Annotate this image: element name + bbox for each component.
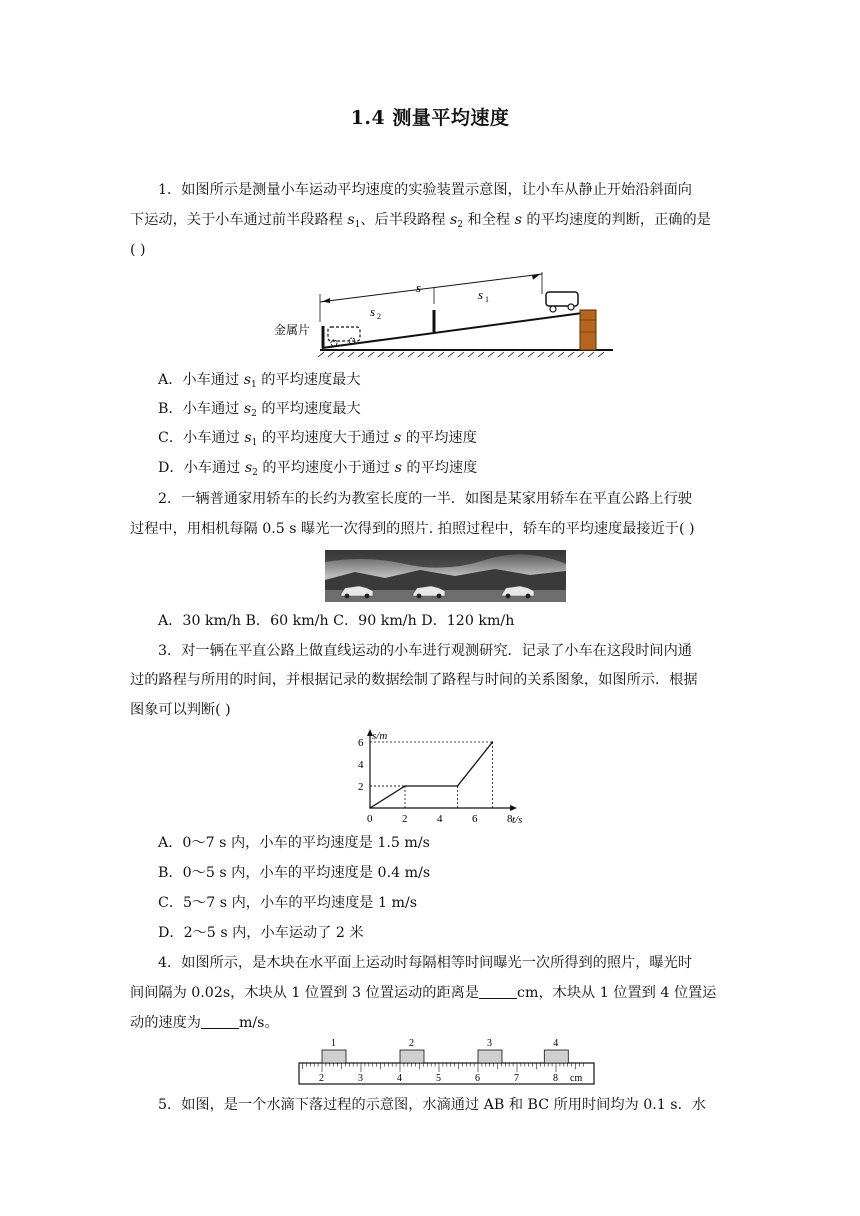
wood-block xyxy=(544,1050,568,1063)
q3-option-c: C．5～7 s 内，小车的平均速度是 1 m/s xyxy=(158,895,418,911)
page-title: 1.4 测量平均速度 xyxy=(350,107,510,129)
q5-line-1: 5．如图，是一个水滴下落过程的示意图，水滴通过 AB 和 BC 所用时间均为 0.1 s．水 xyxy=(158,1097,706,1113)
ruler-label: 4 xyxy=(397,1073,402,1084)
ruler-label: 3 xyxy=(358,1073,363,1084)
ruler-label: 8 xyxy=(553,1073,558,1084)
label-s1-sub: 1 xyxy=(485,295,489,304)
block-label: 1 xyxy=(331,1038,336,1049)
data-point xyxy=(369,807,371,809)
x-tick-label: 4 xyxy=(437,813,443,825)
q1-option-d: D．小车通过 $s_2$ 的平均速度小于通过 s 的平均速度 xyxy=(158,460,478,478)
x-tick-label: 6 xyxy=(472,813,478,825)
q4-line-1: 4．如图所示，是木块在水平面上运动时每隔相等时间曝光一次所得到的照片，曝光时 xyxy=(158,955,692,971)
ruler-label: 7 xyxy=(514,1073,519,1084)
distance-time-chart xyxy=(352,728,532,828)
ruler-figure xyxy=(298,1036,596,1086)
label-s: s xyxy=(416,280,422,295)
q1-option-c: C．小车通过 $s_1$ 的平均速度大于通过 s 的平均速度 xyxy=(158,430,477,448)
x-tick-label: 2 xyxy=(402,813,408,825)
q3-line-3: 图象可以判断( ) xyxy=(130,702,231,718)
data-point xyxy=(457,785,459,787)
car-photo xyxy=(325,550,566,602)
answer-blank-1[interactable] xyxy=(479,984,517,999)
block-label: 3 xyxy=(487,1038,492,1049)
label-s1: s xyxy=(478,287,484,302)
label-s2-sub: 2 xyxy=(377,312,381,321)
q1-line-2: 下运动，关于小车通过前半段路程 $s_1$、后半段路程 $s_2$ 和全程 s 的平均速度的判断，正确的是 xyxy=(130,212,711,230)
wood-block xyxy=(322,1050,346,1063)
y-axis-label: s/m xyxy=(372,730,388,742)
wood-block xyxy=(478,1050,502,1063)
wood-block xyxy=(400,1050,424,1063)
q2-line-2: 过程中，用相机每隔 0.5 s 曝光一次得到的照片. 拍照过程中，轿车的平均速度最接近于( ) xyxy=(130,521,695,537)
answer-blank-2[interactable] xyxy=(201,1014,239,1029)
label-s2: s xyxy=(370,304,376,319)
q3-option-d: D．2～5 s 内，小车运动了 2 米 xyxy=(158,925,364,941)
q1-line-1: 1．如图所示是测量小车运动平均速度的实验装置示意图，让小车从静止开始沿斜面向 xyxy=(158,182,692,198)
block-label: 2 xyxy=(409,1038,414,1049)
data-point xyxy=(404,785,406,787)
q2-options: A．30 km/h B．60 km/h C．90 km/h D．120 km/h xyxy=(158,613,515,629)
q1-option-a: A．小车通过 $s_1$ 的平均速度最大 xyxy=(158,372,361,390)
q2-line-1: 2．一辆普通家用轿车的长约为教室长度的一半．如图是某家用轿车在平直公路上行驶 xyxy=(158,491,692,507)
q4-line-2: 间间隔为 0.02s，木块从 1 位置到 3 位置运动的距离是 cm，木块从 1 位置到 4 位置运 xyxy=(130,985,717,1001)
x-tick-label: 8 xyxy=(507,813,513,825)
data-point xyxy=(492,741,494,743)
ruler-label: 5 xyxy=(436,1073,441,1084)
q4-line-3: 动的速度为 m/s。 xyxy=(130,1015,279,1031)
q1-option-b: B．小车通过 $s_2$ 的平均速度最大 xyxy=(158,401,361,419)
label-metal: 金属片 xyxy=(274,323,311,337)
q3-line-1: 3．对一辆在平直公路上做直线运动的小车进行观测研究．记录了小车在这段时间内通 xyxy=(158,643,692,659)
incline-figure xyxy=(270,272,620,357)
y-tick-label: 6 xyxy=(358,737,364,749)
ruler-label: 6 xyxy=(475,1073,480,1084)
block-label: 4 xyxy=(553,1038,559,1049)
q3-option-b: B．0～5 s 内，小车的平均速度是 0.4 m/s xyxy=(158,865,431,881)
y-tick-label: 4 xyxy=(358,759,364,771)
y-tick-label: 2 xyxy=(358,781,364,793)
q1-line-3: ( ) xyxy=(130,242,146,258)
q3-option-a: A．0～7 s 内，小车的平均速度是 1.5 m/s xyxy=(158,835,430,851)
x-axis-label: t/s xyxy=(512,814,523,826)
q3-line-2: 过的路程与所用的时间，并根据记录的数据绘制了路程与时间的关系图象，如图所示．根据 xyxy=(130,672,698,688)
x-tick-label: 0 xyxy=(367,813,373,825)
series-line xyxy=(370,742,493,808)
ruler-label: 2 xyxy=(319,1073,324,1084)
ruler-unit: cm xyxy=(570,1073,583,1084)
